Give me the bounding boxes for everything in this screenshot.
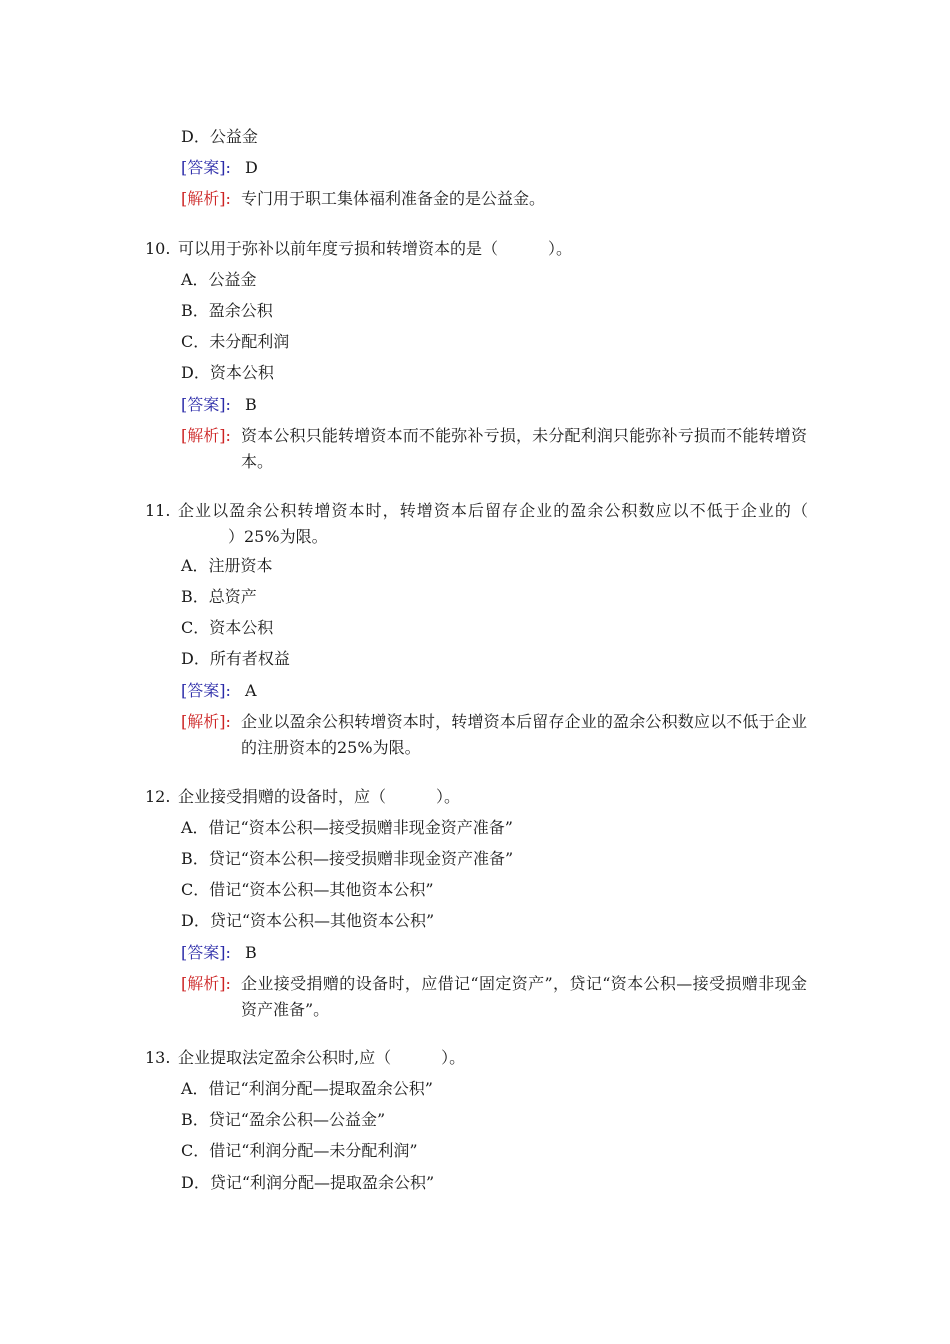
answer-label: [答案]: <box>181 681 231 700</box>
option-a: A．借记“利润分配—提取盈余公积” <box>181 1079 433 1098</box>
stem-after: ）。 <box>441 1048 466 1067</box>
question-number: 13. <box>145 1048 171 1067</box>
explanation-text: 企业以盈余公积转增资本时，转增资本后留存企业的盈余公积数应以不低于企业的注册资本的25%为限。 <box>241 712 807 757</box>
option-c: C．未分配利润 <box>181 332 290 351</box>
stem-after: ）。 <box>548 239 573 258</box>
answer-value: B <box>245 943 257 962</box>
explanation-text: 企业接受捐赠的设备时，应借记“固定资产”，贷记“资本公积—接受损赠非现金资产准备”。 <box>241 974 807 1019</box>
option-a: A．公益金 <box>181 270 257 289</box>
explanation-label: [解析]: <box>181 426 231 445</box>
question-number: 11. <box>145 501 171 520</box>
question-number: 12. <box>145 787 171 806</box>
option-c: C．借记“利润分配—未分配利润” <box>181 1141 418 1160</box>
option-d: D．资本公积 <box>181 363 274 382</box>
stem-before: 企业提取法定盈余公积时,应（ <box>178 1048 392 1067</box>
option-c: C．资本公积 <box>181 618 274 637</box>
option-a: A．注册资本 <box>181 556 273 575</box>
option-b: B．贷记“盈余公积—公益金” <box>181 1110 386 1129</box>
stem-before: 企业以盈余公积转增资本时，转增资本后留存企业的盈余公积数应以不低于企业的（ <box>178 501 808 520</box>
option-a: A．借记“资本公积—接受损赠非现金资产准备” <box>181 818 513 837</box>
answer-value: A <box>245 681 257 700</box>
question-stem <box>178 236 808 262</box>
question-stem <box>178 784 808 810</box>
stem-before: 企业接受捐赠的设备时，应（ <box>178 787 387 806</box>
option-b: B．盈余公积 <box>181 301 273 320</box>
stem-before: 可以用于弥补以前年度亏损和转增资本的是（ <box>178 239 499 258</box>
option-c: C．借记“资本公积—其他资本公积” <box>181 880 434 899</box>
answer-value: B <box>245 395 257 414</box>
stem-after: ）。 <box>436 787 461 806</box>
option-d: D．公益金 <box>181 127 258 146</box>
stem-after: ）25%为限。 <box>228 527 328 546</box>
explanation-label: [解析]: <box>181 974 231 993</box>
option-b: B．总资产 <box>181 587 257 606</box>
question-number: 10. <box>145 239 171 258</box>
question-stem <box>178 498 808 550</box>
explanation-label: [解析]: <box>181 189 231 208</box>
answer-label: [答案]: <box>181 395 231 414</box>
option-d: D．贷记“利润分配—提取盈余公积” <box>181 1173 435 1192</box>
option-d: D．所有者权益 <box>181 649 290 668</box>
question-stem <box>178 1045 808 1071</box>
answer-value: D <box>245 158 258 177</box>
explanation-label: [解析]: <box>181 712 231 731</box>
explanation-text: 资本公积只能转增资本而不能弥补亏损，未分配利润只能弥补亏损而不能转增资本。 <box>241 426 807 471</box>
explanation-text: 专门用于职工集体福利准备金的是公益金。 <box>241 189 546 208</box>
answer-label: [答案]: <box>181 158 231 177</box>
option-d: D．贷记“资本公积—其他资本公积” <box>181 911 435 930</box>
option-b: B．贷记“资本公积—接受损赠非现金资产准备” <box>181 849 514 868</box>
answer-label: [答案]: <box>181 943 231 962</box>
